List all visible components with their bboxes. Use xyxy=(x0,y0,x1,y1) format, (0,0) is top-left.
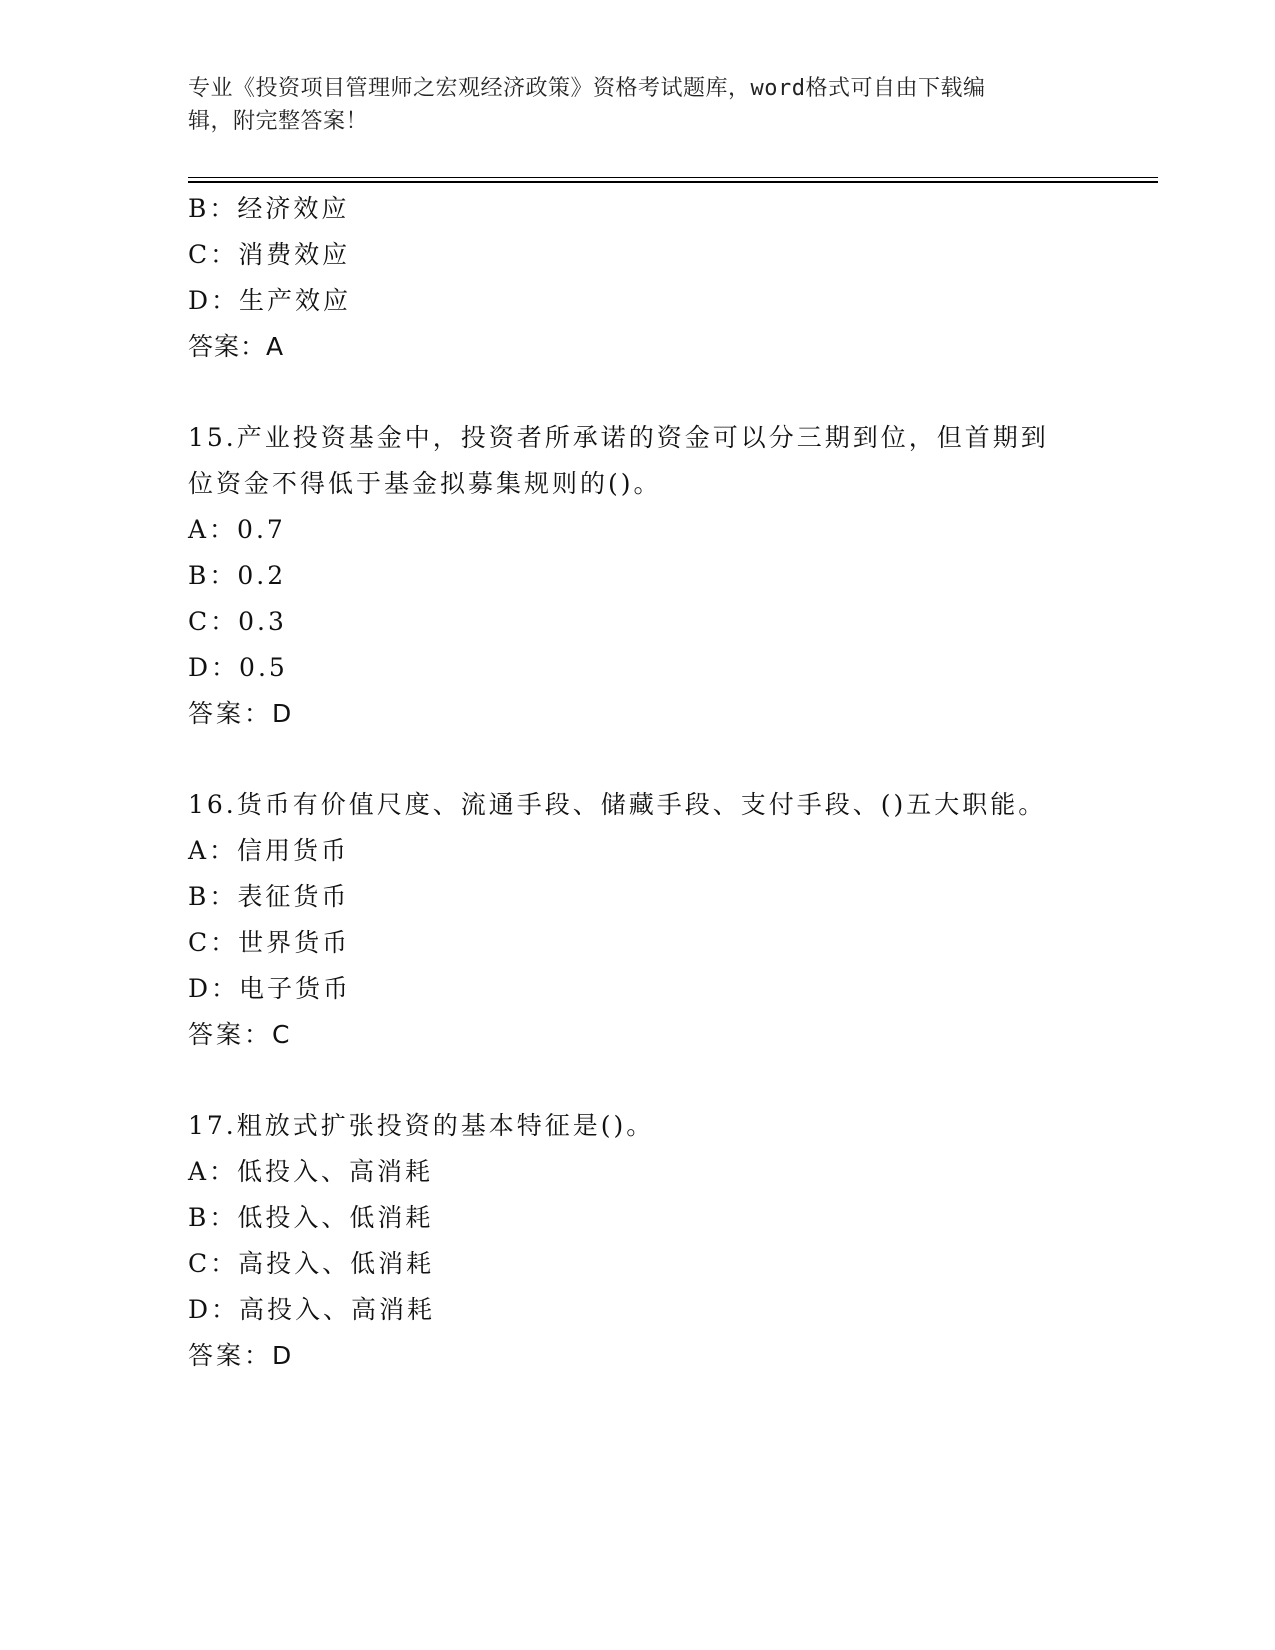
option-d: D：生产效应 xyxy=(188,286,352,315)
option-b: B：低投入、低消耗 xyxy=(188,1203,434,1232)
question-text-line: 17.粗放式扩张投资的基本特征是()。 xyxy=(188,1111,655,1140)
option-d: D：电子货币 xyxy=(188,974,352,1003)
header-divider-thin xyxy=(188,177,1158,178)
question-16 xyxy=(188,782,1088,1058)
carry-over-question xyxy=(188,186,1088,370)
option-a: A：0.7 xyxy=(188,515,286,544)
option-a: A：信用货币 xyxy=(188,836,350,865)
option-c: C：消费效应 xyxy=(188,240,351,269)
answer: 答案：D xyxy=(188,1341,295,1370)
option-c: C：0.3 xyxy=(188,607,287,636)
question-15 xyxy=(188,415,1088,737)
header-line-1: 专业《投资项目管理师之宏观经济政策》资格考试题库，word格式可自由下载编 xyxy=(188,76,986,101)
option-b: B：经济效应 xyxy=(188,194,350,223)
option-c: C：世界货币 xyxy=(188,928,351,957)
header-divider-thick xyxy=(188,181,1158,183)
answer: 答案：A xyxy=(188,332,285,361)
option-c: C：高投入、低消耗 xyxy=(188,1249,435,1278)
document-header xyxy=(188,72,1068,138)
question-text-line: 位资金不得低于基金拟募集规则的()。 xyxy=(188,469,662,498)
question-text-line: 16.货币有价值尺度、流通手段、储藏手段、支付手段、()五大职能。 xyxy=(188,790,1047,819)
question-content xyxy=(188,186,1088,1379)
answer: 答案：D xyxy=(188,699,295,728)
answer: 答案：C xyxy=(188,1020,293,1049)
option-b: B：表征货币 xyxy=(188,882,350,911)
option-b: B：0.2 xyxy=(188,561,287,590)
question-17 xyxy=(188,1103,1088,1379)
option-a: A：低投入、高消耗 xyxy=(188,1157,434,1186)
option-d: D：高投入、高消耗 xyxy=(188,1295,436,1324)
header-line-2: 辑，附完整答案！ xyxy=(188,109,369,134)
question-text-line: 15.产业投资基金中，投资者所承诺的资金可以分三期到位，但首期到 xyxy=(188,423,1049,452)
option-d: D：0.5 xyxy=(188,653,288,682)
